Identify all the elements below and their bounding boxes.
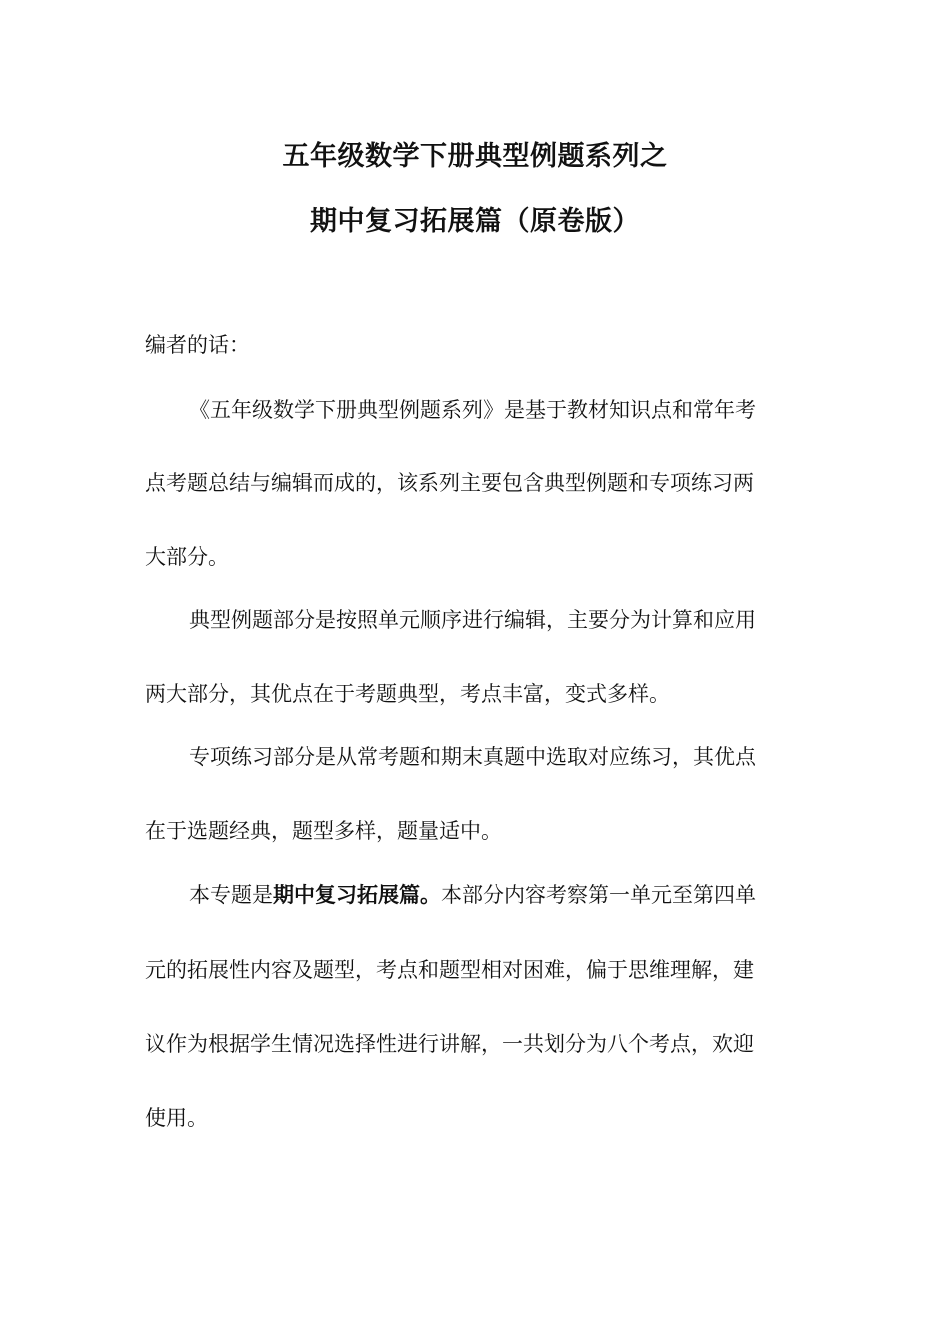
document-title-line-2: 期中复习拓展篇（原卷版） [310,206,640,237]
paragraph-4-intro-text: 本专题是 [189,883,273,907]
paragraph-3-line-2: 在于选题经典，题型多样，题量适中。 [145,819,502,843]
paragraph-1-line-3: 大部分。 [145,545,229,569]
document-title-line-1: 五年级数学下册典型例题系列之 [282,141,668,172]
paragraph-4-line-1 [189,880,849,910]
paragraph-1-line-2: 点考题总结与编辑而成的，该系列主要包含典型例题和专项练习两 [145,471,754,495]
paragraph-2-line-1: 典型例题部分是按照单元顺序进行编辑，主要分为计算和应用 [189,608,756,632]
paragraph-4-line-3: 议作为根据学生情况选择性进行讲解，一共划分为八个考点，欢迎 [145,1032,754,1056]
paragraph-3-line-1: 专项练习部分是从常考题和期末真题中选取对应练习，其优点 [189,745,756,769]
paragraph-4-line-4: 使用。 [145,1106,208,1130]
paragraph-1-line-1: 《五年级数学下册典型例题系列》是基于教材知识点和常年考 [189,398,756,422]
paragraph-4-line-1-rest: 本部分内容考察第一单元至第四单 [441,883,756,907]
paragraph-4-line-2: 元的拓展性内容及题型，考点和题型相对困难，偏于思维理解，建 [145,958,754,982]
editor-note-heading: 编者的话： [145,333,250,357]
paragraph-2-line-2: 两大部分，其优点在于考题典型，考点丰富，变式多样。 [145,682,670,706]
paragraph-4-topic-name: 期中复习拓展篇。 [273,883,441,907]
